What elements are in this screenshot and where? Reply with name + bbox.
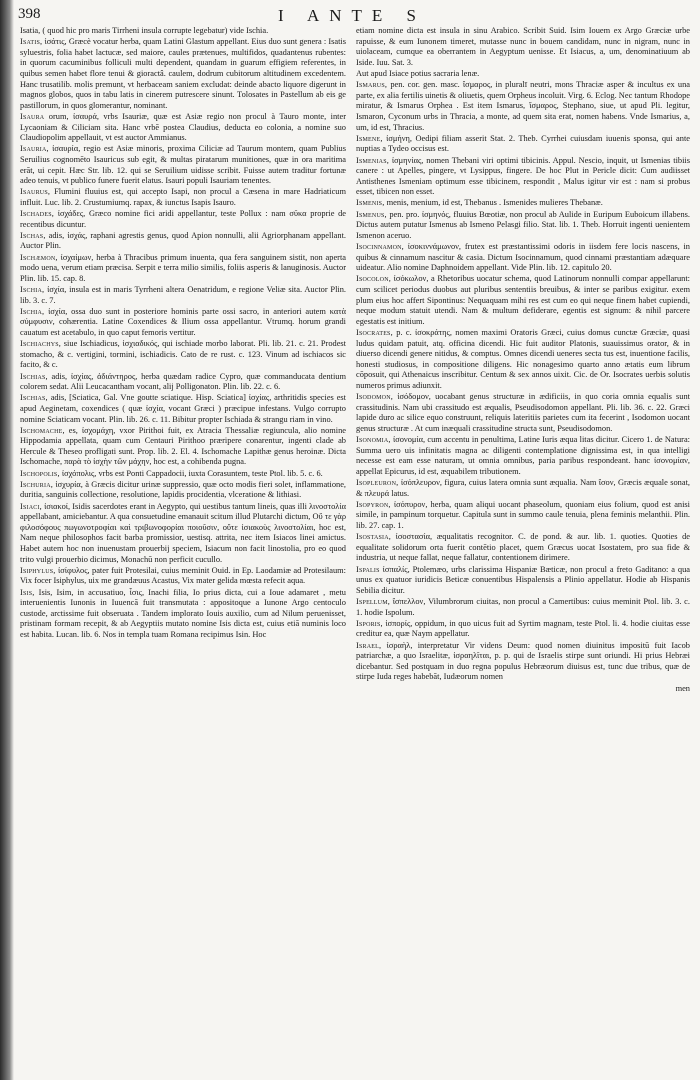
right-column: [356, 26, 690, 1072]
entry-text: ἰσοκιννάμωνον, frutex est præstantissimi odoris in iisdem fere locis nascens, in quibus & cinnamum nascitur & casia. Dictum Isocinnamum, quod cinnami præstantiam adæquare uideatur. Alio nomine Daphnoidem appellant. Vide Plin. lib. 12. capitulo 20.: [356, 242, 690, 273]
entry-text: ἰσίφυλος, pater fuit Protesilai, cuius meminit Ouid. in Ep. Laodamiæ ad Protesilaum: Vix focer Isiphylus, uix me grandæuus Acastus, Vix mater gelida mœsta refecit aqua.: [20, 565, 346, 586]
dictionary-entry: [356, 532, 690, 564]
dictionary-entry: [356, 328, 690, 392]
entry-headword: Isaura: [20, 111, 45, 121]
entry-headword: Ischas,: [20, 230, 46, 240]
entry-text: etiam nomine dicta est insula in sinu Arabico. Scribit Suid. Isim Iouem ex Argo Græciæ urbe rapuisse, & eum Iunonem timeret, mutasse nunc in bouem candidam, nunc in nigram, nunc in uiolaceam, cumque ea oberrantem in Aegyptum uenisse. Et Isiacus, a, um, denominatiuum ab Iside. Iuu. Sat. 3.: [356, 26, 690, 67]
entry-text: ἰσπαλίς, Ptolemæo, urbs clarissima Hispaniæ Bæticæ, non procul a freto Gaditano: a qua unus ex quatuor iuridicis Beticæ conuentibus Hispalensis a Plinio appellatur. Hodie ab Hispanis Sebilia dicitur.: [356, 564, 690, 595]
entry-headword: Ischias,: [20, 371, 48, 381]
dictionary-entry: [356, 619, 690, 640]
entry-text: ἰσαυρία, regio est Asiæ minoris, proxima Ciliciæ ad Taurum montem, quam Publius Seruilius cognomēto Isauricus sub egit, & multas piratarum munitiones, quæ in ora maritima erāt, ui cepit. Hæc Str. lib. 12. qui se Seruilium uidisse scribit. Fuisse autem traditur fortunæ adeo tenuis, vt publico funere fuerit elatus. Isauri populi Isauriam tenentes.: [20, 144, 346, 186]
entry-headword: Ischuria,: [20, 479, 54, 489]
entry-text: ἰσχάδες, Græco nomine fici aridi appellantur, teste Pollux : nam σῦκα proprie de recentibus dicuntur.: [20, 209, 346, 229]
dictionary-entry: [20, 26, 346, 37]
entry-text: ἰσχαίμων, herba à Thracibus primum inuenta, qua fera sanguinem sistit, non aperta modo uena, verum etiam præcisa. Serpit e terra milio similis, foliis asperis & lanuginosis. Auctor Plin. lib. 15. cap. 8.: [20, 252, 346, 283]
entry-headword: Ischomache,: [20, 425, 65, 435]
entry-headword: Isis,: [20, 587, 35, 597]
entry-headword: Ischia,: [20, 285, 45, 294]
dictionary-entry: [20, 588, 346, 641]
entry-text: adis, ἰσχίας, ἀδιάντηρος, herba quædam radice Cypro, quæ commanducata dentium colorem sedat. Alii Leucacantham vocant, alij Polligonaton. Plin. lib. 22. c. 6.: [20, 371, 346, 392]
dictionary-entry: [20, 566, 346, 587]
entry-text: Aut apud Isiace potius sacraria lenæ.: [356, 68, 480, 78]
dictionary-entry: [356, 478, 690, 499]
page-number: 398: [18, 6, 41, 22]
entry-headword: Ismene,: [356, 133, 383, 143]
entry-text: ἰσοστασία, æqualitatis recognitor. C. de pond. & aur. lib. 1. quoties. Quoties de equalitate solidorum orta fuerit contētio placet, quem Græcus uocat Isostatem, pro sua fide & industria, ut neque fallat, neque fallatur, contentionem dirimere.: [356, 532, 690, 563]
entry-headword: Isiaci,: [20, 501, 42, 511]
dictionary-entry: [20, 285, 346, 306]
dictionary-entry: [20, 426, 346, 468]
entry-text: ἰσόδομον, uocabant genus structuræ in ædificiis, in quo coria omnia equalis sunt crassitudinis. Nam ubi crassitudo est æqualis, Pseudisodomon appellant. Pli. lib. 36. c. 22. Græci lapide duro ac silice equo construunt, reliquis lateritiis parietes cum ita fecerint , Isodomon uocant genus structuræ . At cum inæquali crassitudine structa sunt, Pseudisodomon.: [356, 392, 690, 433]
dictionary-entry: [20, 231, 346, 252]
entry-text: ἰσονομία, cum accentu in penultima, Latine Iuris æqua litas dicitur. Cicero 1. de Natura: Summa uero uis infinitatis magna ac diligenti contemplatione dignissima est, in qua intelligi necesse est eam esse naturam, ut omnia omnibus, paria paribus respondeant. hanc ἰσονομίαν, appellat Epicurus, id est, æquabilem tributionem.: [356, 435, 690, 476]
entry-headword: Ismenis,: [356, 198, 385, 208]
entry-headword: Isocrates,: [356, 327, 393, 337]
entry-text: pen. pro. ἰσμηνός, fluuius Bœotiæ, non procul ab Aulide in Euripum Euboicum illabens. Dictus autem putatur Ismenus ab Ismeno Pelasgi filio. Stat. lib. 1. Theb. Horruit ingenti uenientem Ismenon aceruo.: [356, 209, 690, 240]
dictionary-entry: [20, 112, 346, 144]
entry-headword: Isocinnamon,: [356, 242, 404, 252]
entry-headword: Isopleuron,: [356, 478, 399, 488]
entry-text: ἰσχία, ossa duo sunt in posteriore hominis parte ossi sacro, in anteriori autem κατὰ σύμφυσιν, cohærentia. Latine Coxendices & Ilium ossa appellantur. Vtrumq. horum grandi cauatum est acetabulo, in quo caput femoris vertitur.: [20, 306, 346, 337]
dictionary-entry: [356, 210, 690, 242]
entry-text: ἰσπορίς, oppidum, in quo uicus fuit ad Syrtim magnam, teste Ptol. li. 4. hodie ciuitas esse creditur ea, quæ Naym appellatur.: [356, 618, 690, 639]
dictionary-entry: [356, 26, 690, 68]
dictionary-entry: [20, 307, 346, 339]
entry-headword: Ischæmon,: [20, 252, 58, 262]
book-spine-shadow: [0, 0, 14, 1080]
entry-text: siue Ischiadicus, ἰσχιαδικός, qui ischiade morbo laborat. Pli. lib. 21. c. 21. Prodest stomacho, & c. vertigini, tormini, ischiadicis. Cato de re rust. c. 123. Vinum ad ischiacos sic facito, & c.: [20, 339, 346, 370]
entry-text: ἰσόπλευρον, figura, cuius latera omnia sunt æqualia. Nam ἴσον, Græcis æquale sonat, & πλευρά latus.: [356, 478, 690, 498]
dictionary-entry: [356, 242, 690, 274]
entry-text: orum, ἰσαυρά, vrbs Isauriæ, quæ est Asiæ regio non procul à Tauro monte, inter Lycaoniam & Ciliciam sita. Hanc vrbē postea Claudius, deducta eo colonia, a nomine suo Claudiopolim appellauit, vt est auctor Ammianus.: [20, 111, 346, 143]
entry-headword: Isopyron,: [356, 499, 391, 509]
entry-text: Isatia, ( quod hic pro maris Tirrheni insula corrupte legebatur) vide Ischia.: [20, 26, 269, 35]
entry-headword: Ischades,: [20, 209, 55, 219]
dictionary-entry: [356, 641, 690, 683]
entry-text: menis, menium, id est, Thebanus . Ismenides mulieres Thebanæ.: [386, 198, 603, 208]
entry-headword: Ismenus,: [356, 209, 387, 219]
entry-headword: Ispalis: [356, 564, 380, 574]
dictionary-entry: [20, 144, 346, 186]
entry-headword: Ischias,: [20, 393, 48, 403]
entry-headword: Ispellum,: [356, 596, 391, 606]
entry-text: p. c. ἰσοκράτης, nomen maximi Oratoris Græci, cuius domus cunctæ Græciæ, quasi ludus quidam patuit, atq. officina dicendi. Hic fuit auditor Platonis, suauissimus orator, & in diuerso dicendi genere nitidus, & comptus. Omnes dicendi ueneres secta tus est, inuentione facilis, honesti studiosus, in compositione diligens. Hic nonagesimo quarto anno ætatis eum librum cōposuit, qui Athenaicus inscribitur. Centum & sex annos uixit. Cic. de Or. Isocrates uerbis solutis numeros primus adiunxit.: [356, 327, 690, 390]
entry-headword: Ismarus,: [356, 80, 388, 90]
entry-text: Isis, Isim, in accusatiuo, ἶσις, Inachi filia, Io prius dicta, cui a Ioue adamaret , metu interuenientis Iunonis in Iuuencā fuit transmutata : appositoque a Iunone Argo centoculo custode, arctissime fuit obseruata . Tandem implorato Iouis auxilio, cum ad Nilum peruenisset, pristinam formam recepit, & ab Aegyptiis mutato nomine Isis dicta est, cuius etiā numinis loco est habita. Lucan. lib. 6. Nos in templa tuam Romana recipimus Isin. Hoc: [20, 587, 346, 639]
dictionary-entry: [356, 597, 690, 618]
dictionary-entry: [20, 480, 346, 501]
dictionary-entry: [20, 187, 346, 208]
dictionary-entry: [356, 69, 690, 80]
entry-text: ἴσπελλον, Vilumbrorum ciuitas, non procul a Camertibus: cuius meminit Ptol. lib. 3. c. 1. hodie Ispolum.: [356, 596, 690, 617]
entry-text: ἰσόκωλον, a Rhetoribus uocatur schema, quod Latinorum nonnulli compar appellarunt: cum scilicet periodus duobus aut pluribus sententiis breuibus, & inter se paribus exigitur. exem plum eius hoc affert Sipontinus: Nequaquam mihi res est cum eo qui neque finem habet cupiendi, neque modum statuit utendi. Nam & multum defiderare, egentis est signum: & nihil parcere egestatis est initium.: [356, 274, 690, 326]
entry-text: adis, [Sciatica, Gal. Vne goutte sciatique. Hisp. Sciatica] ἰσχίας, arthritidis species est apud Aeginetam, coxendices ( quæ ἰσχία, vocant Græci ) præcipue infestans. Vulgo corrupto nomine Sciaticam vocant. Plin. lib. 26. c. 11. Bibitur propter Ischiada & strangu riam in vino.: [20, 393, 346, 424]
entry-text: ἰσόπυρον, herba, quam aliqui uocant phaseolum, quoniam eius folium, quod est anisi simile, in pampinum torquetur. Capitula sunt in summo caule tenuia, plena feminis melanthii. Plin. lib. 27. cap. 1.: [356, 499, 690, 531]
entry-headword: Isocolon,: [356, 274, 392, 284]
dictionary-entry: [20, 253, 346, 285]
dictionary-entry: [20, 469, 346, 480]
dictionary-entry: [356, 156, 690, 198]
dictionary-entry: [20, 209, 346, 230]
dictionary-entry: [356, 198, 690, 209]
entry-headword: Isonomia,: [356, 435, 391, 445]
page-header: [18, 6, 686, 28]
dictionary-entry: [20, 339, 346, 371]
entry-headword: Ismenias,: [356, 155, 390, 165]
entry-headword: Isatis,: [20, 37, 43, 47]
left-column: [20, 26, 346, 1072]
running-head: I ANTE S: [278, 6, 426, 25]
entry-text: es, ἰσχομάχη, vxor Pirithoi fuit, ex Atracia Thessaliæ regiuncula, alio nomine Hippodamia appellata, quam cum Centauri Pirithoo præripere conarentur, ingenti clade ab Hercule & Theseo profligati sunt. Prop. lib. 2. El. 4. Ischomache Lapithæ genus heroinæ. Dicta Ischomache, παρὰ τὸ ἰσχὴν τῶν μάχην, hoc est, a cohibenda pugna.: [20, 425, 346, 467]
dictionary-entry: [356, 565, 690, 597]
entry-text: ἰσιακοί, Isidis sacerdotes erant in Aegypto, qui uestibus tantum lineis, quas illi λινοστολία appellabant, amiciebantur. A qua consuetudine emanauit scitum illud Plutarchi dictum, Οὔ τε γὰρ φιλοσόφους πωγωνοτροφίαι καὶ τριβωνοφορίαι ποιοῦσιν, οὔτε ἰσιακοὺς λινοστολίαι, hoc est, Nam neque philosophos facit barba promissior, uestisq. attrita, nec item Isiacos linei amictus. Habet autem hoc non inuenustam prouerbij speciem, Isiacum non facit linostolia, pro eo quod trito vulgi prouerbio dicimus, Monachū non perficit cucullo.: [20, 501, 346, 564]
dictionary-entry: [356, 274, 690, 327]
entry-text: adis, ἰσχάς, raphani agrestis genus, quod Apion nonnulli, alii Agriorphanam appellant. Auctor Plin.: [20, 230, 346, 251]
entry-text: ἰσμήνη, Oedipi filiam asserit Stat. 2. Theb. Cyrrhei cuiusdam iuuenis sponsa, qui ante nuptias a Tydeo occisus est.: [356, 133, 690, 154]
dictionary-entry: [356, 80, 690, 133]
entry-text: ἰσάτις, Græcè vocatur herba, quam Latini Glastum appellant. Eius duo sunt genera : Isatis syluestris, folia habet lactucæ, sed maiore, caules prætenues, multifidos, quadantenus rubentes: in quorum cacuminibus folliculi multi dependent, quandam in guarum effigiem referentes, in quibus semen habet flore tenui & gioractâ. caulem, dodrum cubitorum altitudinem excedentem. Hanc trusatilib. molis premunt, vt herbaceam saniem excludat: deinde abacto liquore digerunt in magnos globos, quos in tabu latis in cinerem putrescere sinunt. Tolosates in Pastellum ab eis ge pastillorum, in quos glomerantur, nominant.: [20, 37, 346, 110]
dictionary-entry: [356, 435, 690, 477]
dictionary-entry: [356, 134, 690, 155]
entry-text: ἰσραὴλ, interpretatur Vir videns Deum: quod nomen diuinitus impositū fuit Iacob patriarchæ, a quo Israelitæ, ἰσραηλῖται, p. p. qui de Israelis stirpe sunt oriundi. Hi prius Hebræi dicebantur. Sed postquam in duo regna populus Hebræorum diuisus est, tunc due tribus, quæ de stirpe Iuda reges habebāt, Iudæorum nomen: [356, 640, 690, 682]
dictionary-entry: [20, 393, 346, 425]
dictionary-entry: [20, 372, 346, 393]
entry-headword: Ischiachys,: [20, 339, 62, 349]
entry-text: ἰσχία, insula est in maris Tyrrheni altera Oenatridum, e regione Veliæ sita. Auctor Plin. lib. 3. c. 7.: [20, 285, 346, 305]
entry-headword: Isodomon,: [356, 392, 394, 402]
entry-text: ἰσχυρία, à Græcis dicitur urinæ suppressio, quæ octo modis fieri solet, inflammatione, duritia, sanguinis collectione, resolutione, lapidis procidentia, vlceratione & lithiasi.: [20, 479, 346, 500]
dictionary-entry: [356, 500, 690, 532]
entry-headword: Isaurus,: [20, 187, 51, 197]
entry-text: ἰσχόπολις, vrbs est Ponti Cappadocii, iuxta Corasuntem, teste Ptol. lib. 5. c. 6.: [61, 468, 323, 478]
entry-text: ἰσμηνίας, nomen Thebani viri optimi tibicinis. Appul. Nescio, inquit, ut Ismenias tibiis canere : ut Apelles, pingere, vt Lysippus, fingere. De hoc Plut in Pericle dicit: Cum audiisset Antisthenes Ismeniam optimum esse tibicinem, respondit , Malus igitur vir est : nam si probus esset, tibicen non esset.: [356, 155, 690, 197]
dictionary-entry: [20, 37, 346, 111]
entry-headword: Isiphylus,: [20, 565, 56, 575]
dictionary-entry: [20, 502, 346, 566]
entry-headword: Isostasia,: [356, 532, 392, 542]
entry-text: Flumini fluuius est, qui accepto Isapi, non procul a Cæsena in mare Hadriaticum influit. Luc. lib. 2. Crustumiumq. rapax, & iunctus Isapis Isauro.: [20, 187, 346, 207]
entry-headword: Isporis,: [356, 618, 383, 628]
entry-headword: Isauria,: [20, 144, 49, 154]
entry-headword: Ischopolis,: [20, 468, 60, 478]
entry-headword: Israel,: [356, 640, 382, 650]
entry-headword: Ischia,: [20, 306, 45, 316]
dictionary-entry: [356, 392, 690, 434]
catchword: men: [675, 683, 690, 693]
entry-text: pen. cor. gen. masc. ἴσμαρος, in pluralī neutri, mons Thraciæ asper & incultus ex una parte, ex alia fertilis uinetis & oliuetis, quem Orpheus incoluit. Virg. 6. Eclog. Nec tantum Rhodope miratur, & Ismarus Orphea . Est item Ismarus, ἴσμαρος, Stephano, siue, ut apud Pli. legitur, Ismaron, Cyconum urbs in Thracia, a monte, ad quem sita erat, nomen habens. Vnde Ismarius, a, um, id est, Thracius.: [356, 80, 690, 132]
